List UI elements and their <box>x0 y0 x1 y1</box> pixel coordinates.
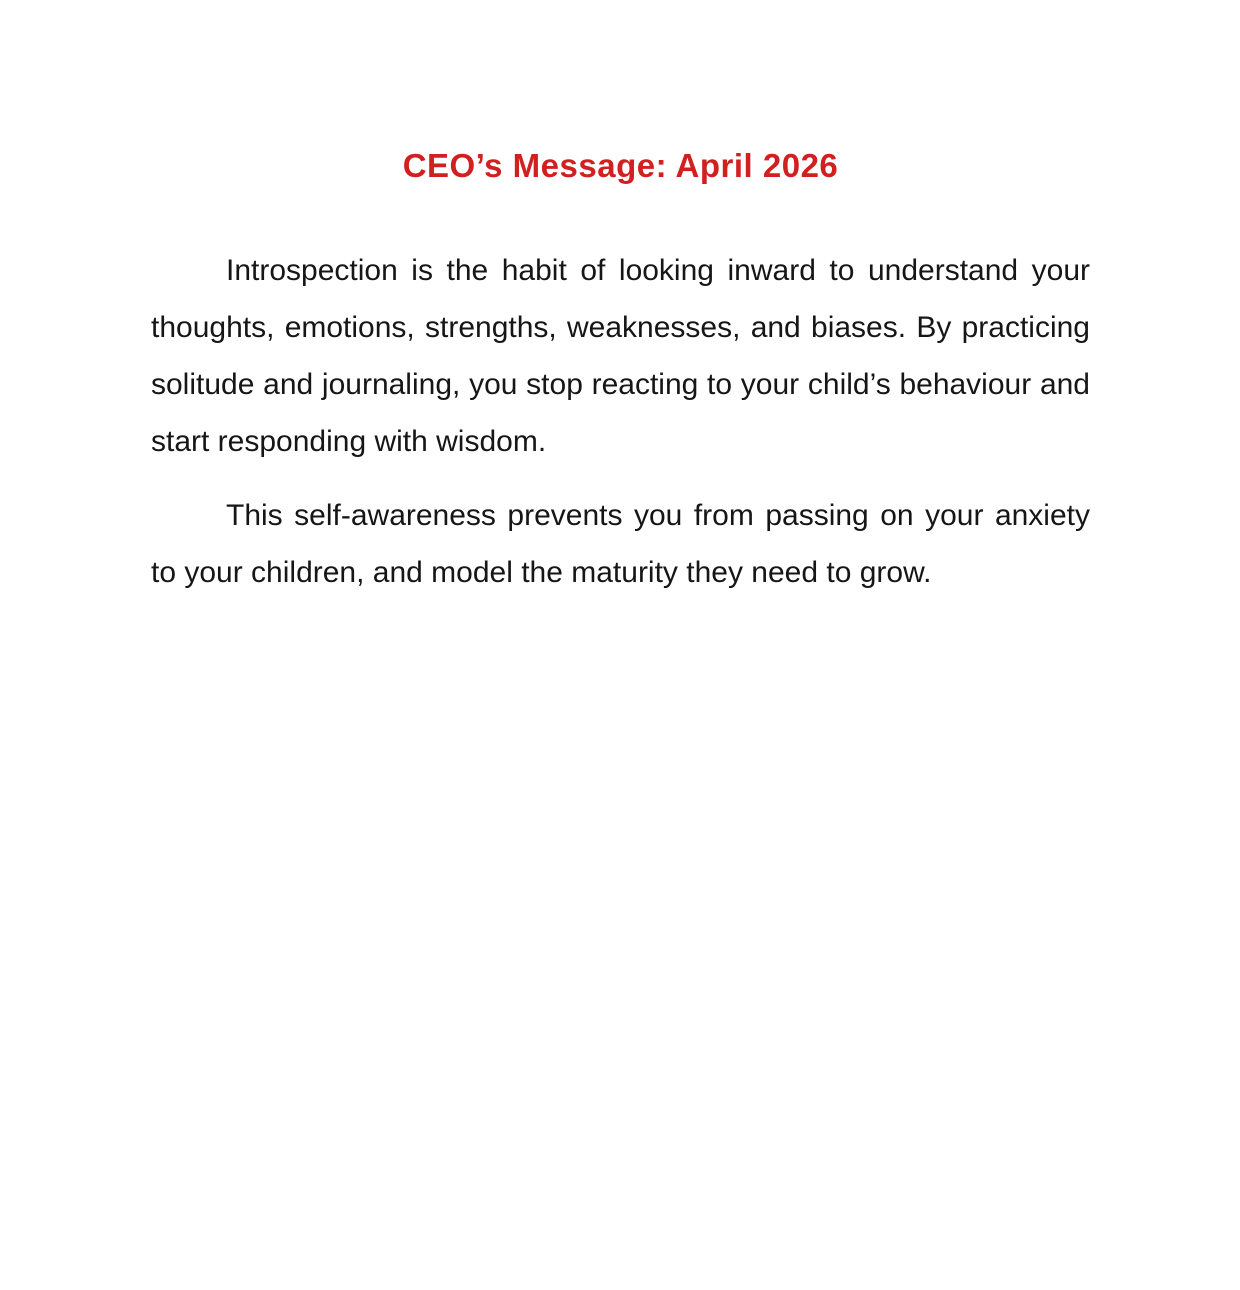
paragraph-1: Introspection is the habit of looking inward to understand your thoughts, emotions, strengths, weaknesses, and biases. By practicing solitude and journaling, you stop reacting to your child’s behaviour and start responding with wisdom. <box>151 254 1090 458</box>
paragraph-2: This self-awareness prevents you from passing on your anxiety to your children, and model the maturity they need to grow. <box>151 499 1090 589</box>
page-title: CEO’s Message: April 2026 <box>402 147 839 184</box>
